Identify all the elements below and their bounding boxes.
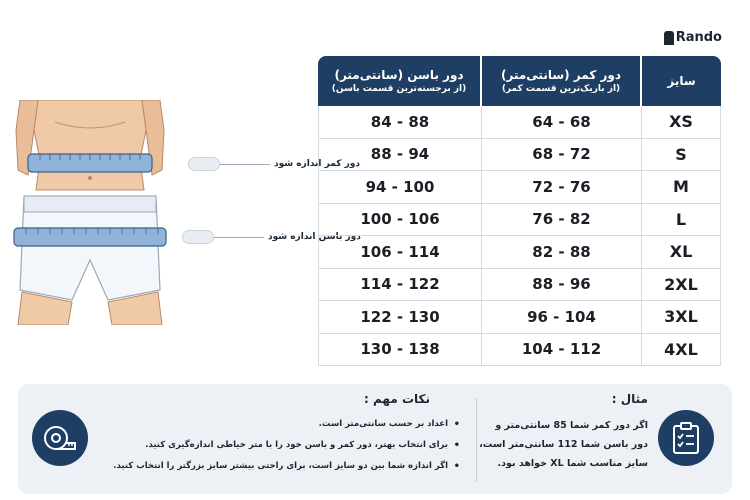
size-cell: 3XL — [642, 301, 721, 333]
notes-title: نکات مهم : — [364, 392, 430, 406]
waist-cell: 76 - 82 — [482, 204, 642, 236]
hip-cell: 94 - 100 — [318, 171, 482, 203]
waist-cell: 82 - 88 — [482, 236, 642, 268]
callout-line — [220, 164, 270, 165]
panel-divider — [476, 398, 477, 482]
table-row — [318, 171, 721, 204]
important-notes — [100, 392, 460, 477]
example-title: مثال : — [611, 392, 648, 406]
table-body — [318, 106, 721, 366]
callout-marker — [182, 230, 214, 244]
brand-logo — [664, 30, 722, 45]
header-hip-sub: (از برجسته‌ترین قسمت باسن) — [331, 84, 467, 94]
waist-cell: 88 - 96 — [482, 269, 642, 301]
size-cell: L — [642, 204, 721, 236]
header-size-label: سایز — [667, 74, 696, 88]
callout-line — [214, 237, 264, 238]
body-illustration — [10, 100, 170, 325]
waist-cell: 104 - 112 — [482, 334, 642, 366]
list-item: • اعداد بر حسب سانتی‌متر است. — [100, 414, 460, 435]
hip-cell: 114 - 122 — [318, 269, 482, 301]
measuring-tape-icon — [32, 410, 88, 466]
waist-callout-label: دور کمر اندازه شود — [274, 159, 361, 169]
logo-text: Rando — [675, 30, 722, 45]
table-row — [318, 106, 721, 139]
header-waist-label: دور کمر (سانتی‌متر) — [501, 68, 621, 82]
size-cell: XL — [642, 236, 721, 268]
logo-mark-icon — [664, 31, 674, 45]
size-cell: M — [642, 171, 721, 203]
table-header — [318, 56, 721, 106]
example-line: دور باسن شما 112 سانتی‌متر است، — [479, 439, 648, 450]
table-row — [318, 236, 721, 269]
torso-figure-icon — [10, 100, 170, 325]
hip-cell: 88 - 94 — [318, 139, 482, 171]
header-waist — [482, 56, 642, 106]
hip-cell: 106 - 114 — [318, 236, 482, 268]
size-cell: XS — [642, 106, 721, 138]
notes-list — [100, 414, 460, 477]
size-cell: 2XL — [642, 269, 721, 301]
hip-cell: 130 - 138 — [318, 334, 482, 366]
hip-cell: 122 - 130 — [318, 301, 482, 333]
header-size — [642, 56, 721, 106]
table-row — [318, 334, 721, 367]
table-row — [318, 301, 721, 334]
size-cell: S — [642, 139, 721, 171]
example-box — [479, 392, 648, 473]
list-item: • برای انتخاب بهتر، دور کمر و باسن خود را با متر خیاطی اندازه‌گیری کنید. — [100, 435, 460, 456]
clipboard-check-icon — [658, 410, 714, 466]
header-waist-sub: (از باریک‌ترین قسمت کمر) — [501, 84, 621, 94]
waist-cell: 72 - 76 — [482, 171, 642, 203]
size-table — [318, 56, 721, 366]
example-line: سایز مناسب شما XL خواهد بود. — [497, 458, 648, 469]
waist-cell: 64 - 68 — [482, 106, 642, 138]
waist-cell: 68 - 72 — [482, 139, 642, 171]
example-line: اگر دور کمر شما 85 سانتی‌متر و — [495, 420, 648, 431]
hip-cell: 100 - 106 — [318, 204, 482, 236]
table-row — [318, 204, 721, 237]
table-row — [318, 269, 721, 302]
header-hip-label: دور باسن (سانتی‌متر) — [334, 68, 464, 82]
callout-marker — [188, 157, 220, 171]
waist-cell: 96 - 104 — [482, 301, 642, 333]
info-panel — [18, 384, 732, 494]
list-item: • اگر اندازه شما بین دو سایز است، برای راحتی بیشتر سایز بزرگتر را انتخاب کنید. — [100, 456, 460, 477]
table-row — [318, 139, 721, 172]
hip-callout-label: دور باسن اندازه شود — [268, 232, 361, 242]
hip-cell: 84 - 88 — [318, 106, 482, 138]
header-hip — [318, 56, 482, 106]
size-cell: 4XL — [642, 334, 721, 366]
